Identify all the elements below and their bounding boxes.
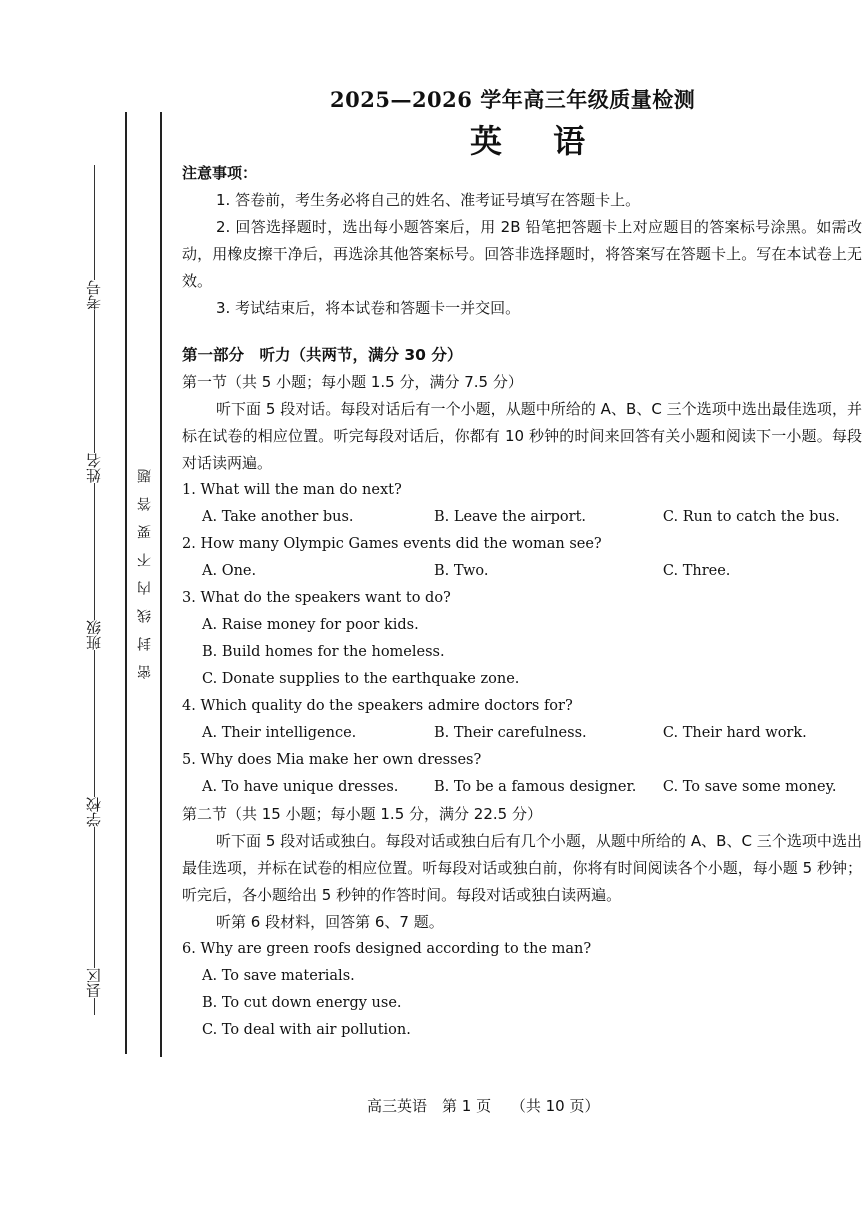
question-options (182, 504, 862, 531)
option-c: C. Donate supplies to the earthquake zone. (202, 671, 520, 687)
school-field[interactable] (60, 685, 115, 850)
option-c: C. To deal with air pollution. (202, 1022, 411, 1038)
notice-item: 1. 答卷前，考生务必将自己的姓名、准考证号填写在答题卡上。 (216, 191, 641, 209)
subject-title: 英 语 (470, 122, 606, 160)
option-a: A. One. (202, 563, 257, 579)
section-instructions: 听下面 5 段对话。每段对话后有一个小题，从题中所给的 A、B、C 三个选项中选出最佳选项，并标在试卷的相应位置。听完每段对话后，你都有 10 秒钟的时间来回答有关小题和阅读下一小题。每段对话读两遍。 (182, 400, 862, 472)
binding-line-inner (160, 112, 162, 1057)
option-a: A. To save materials. (202, 968, 355, 984)
notice-title: 注意事项： (182, 164, 258, 182)
question-options (182, 558, 862, 585)
school-label: 学校 (78, 797, 110, 827)
question-options (182, 720, 862, 747)
option-b: B. Two. (433, 563, 489, 579)
question-stem: 6. Why are green roofs designed according to the man? (182, 941, 592, 957)
notice-item: 3. 考试结束后，将本试卷和答题卡一并交回。 (216, 299, 521, 317)
question-stem: 5. Why does Mia make her own dresses? (182, 752, 482, 768)
option-b: B. Leave the airport. (433, 509, 587, 525)
section-title: 第一节（共 5 小题；每小题 1.5 分，满分 7.5 分） (182, 373, 523, 391)
district-label: 县区 (78, 968, 110, 998)
option-c: C. To save some money. (662, 779, 837, 795)
option-b: B. To be a famous designer. (433, 779, 637, 795)
notice-item: 2. 回答选择题时，选出每小题答案后，用 2B 铅笔把答题卡上对应题目的答案标号涂黑。如需改动，用橡皮擦干净后，再选涂其他答案标号。回答非选择题时，将答案写在答题卡上。写在本试卷上无效。 (182, 218, 862, 290)
question-stem: 2. How many Olympic Games events did the woman see? (182, 536, 602, 552)
option-b: B. To cut down energy use. (202, 995, 402, 1011)
option-a: A. Take another bus. (202, 509, 354, 525)
option-c: C. Three. (662, 563, 731, 579)
option-b: B. Build homes for the homeless. (202, 644, 445, 660)
exam-number-label: 考号 (78, 280, 110, 310)
option-a: A. To have unique dresses. (202, 779, 399, 795)
question-stem: 3. What do the speakers want to do? (182, 590, 451, 606)
option-c: C. Their hard work. (662, 725, 807, 741)
exam-content (182, 160, 862, 1044)
question-stem: 1. What will the man do next? (182, 482, 402, 498)
question-options (182, 774, 862, 801)
exam-number-field[interactable] (60, 165, 115, 355)
binding-line-outer (125, 112, 127, 1054)
name-field[interactable] (60, 355, 115, 535)
class-field[interactable] (60, 535, 115, 685)
name-label: 姓名 (78, 453, 110, 483)
page-footer: 高三英语 第 1 页 （共 10 页） (367, 1097, 600, 1115)
district-field[interactable] (60, 850, 115, 1015)
material-instruction: 听第 6 段材料，回答第 6、7 题。 (216, 913, 444, 931)
option-a: A. Raise money for poor kids. (202, 617, 419, 633)
option-b: B. Their carefulness. (433, 725, 587, 741)
part-title: 第一部分 听力（共两节，满分 30 分） (182, 346, 463, 364)
exam-title: 2025—2026 学年高三年级质量检测 (330, 87, 696, 112)
section-title: 第二节（共 15 小题；每小题 1.5 分，满分 22.5 分） (182, 805, 542, 823)
question-stem: 4. Which quality do the speakers admire doctors for? (182, 698, 573, 714)
option-c: C. Run to catch the bus. (662, 509, 840, 525)
seal-line-warning: 密封线内不要答题 (137, 455, 153, 679)
class-label: 班级 (78, 620, 110, 650)
option-a: A. Their intelligence. (202, 725, 357, 741)
section-instructions: 听下面 5 段对话或独白。每段对话或独白后有几个小题，从题中所给的 A、B、C 三个选项中选出最佳选项，并标在试卷的相应位置。听每段对话或独白前，你将有时间阅读各个小题，每小题 5 秒钟；听完后，各小题给出 5 秒钟的作答时间。每段对话或独白读两遍。 (182, 832, 862, 904)
